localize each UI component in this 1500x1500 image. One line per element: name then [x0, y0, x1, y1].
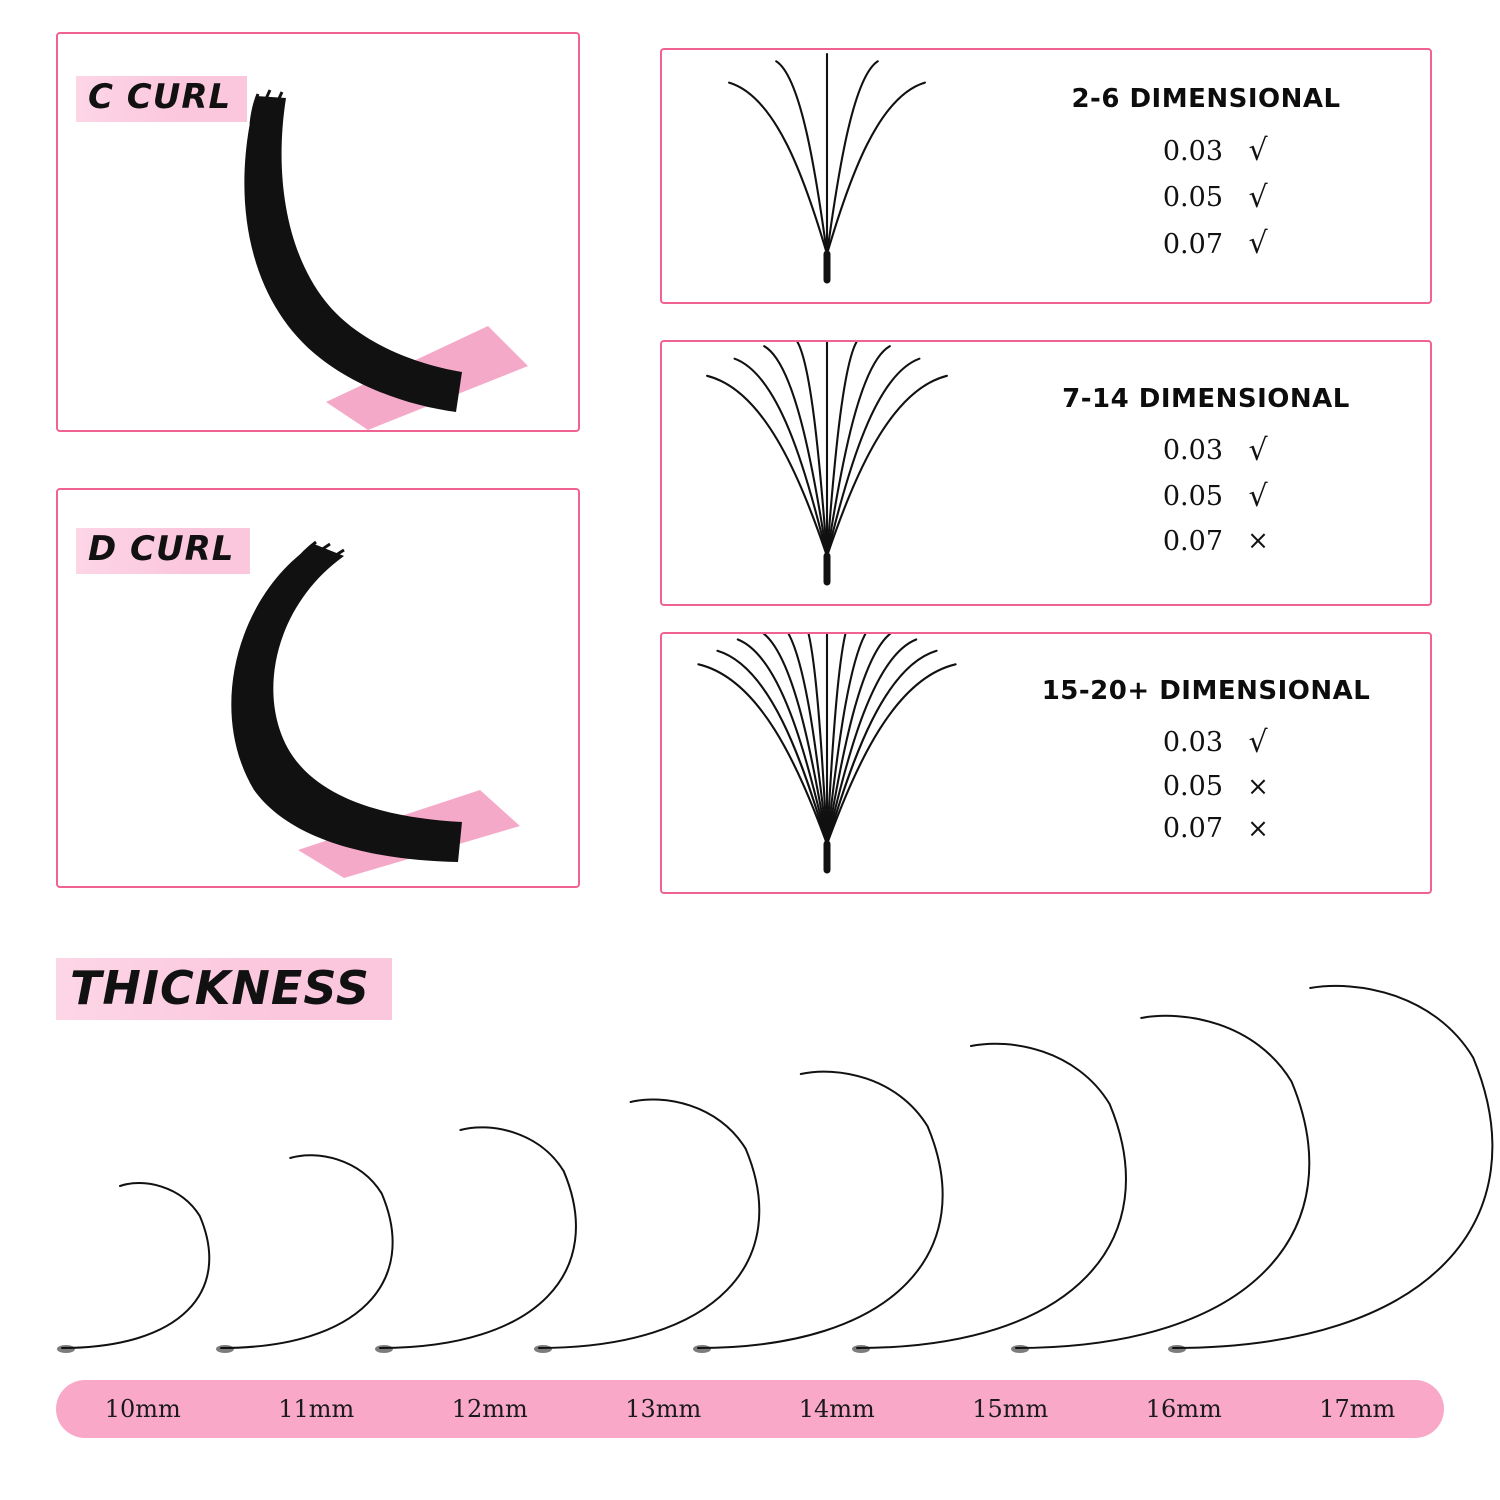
curl-panel-c — [56, 32, 580, 432]
availability-row — [1119, 474, 1293, 521]
availability-check-icon: √ — [1248, 226, 1268, 262]
dimension-info — [992, 84, 1430, 268]
curl-panel-d — [56, 488, 580, 888]
thickness-value: 0.05 — [1162, 481, 1223, 513]
availability-check-icon: √ — [1248, 133, 1268, 169]
dimension-title: 7-14 DIMENSIONAL — [1062, 383, 1350, 414]
availability-cross-icon: × — [1247, 526, 1269, 557]
thickness-value: 0.03 — [1162, 434, 1223, 466]
length-label: 11mm — [278, 1395, 355, 1423]
length-label: 10mm — [104, 1395, 181, 1423]
thickness-availability-list — [1119, 428, 1293, 563]
length-label: 12mm — [451, 1395, 528, 1423]
thickness-value: 0.03 — [1162, 135, 1223, 167]
length-scale-bar — [56, 1380, 1444, 1438]
thickness-value: 0.07 — [1162, 525, 1223, 557]
availability-check-icon: √ — [1248, 724, 1268, 760]
availability-row — [1119, 766, 1293, 808]
thickness-heading: THICKNESS — [56, 958, 392, 1020]
thickness-value: 0.05 — [1162, 771, 1223, 803]
availability-row — [1119, 221, 1293, 268]
dimension-panel-15-20 — [660, 632, 1432, 894]
lash-length-icon — [1155, 982, 1500, 1360]
availability-check-icon: √ — [1248, 179, 1268, 215]
availability-row — [1119, 521, 1293, 563]
dimension-title: 15-20+ DIMENSIONAL — [1041, 675, 1371, 706]
length-label: 15mm — [972, 1395, 1049, 1423]
thickness-value: 0.03 — [1162, 727, 1223, 759]
availability-row — [1119, 808, 1293, 850]
length-label: 13mm — [625, 1395, 702, 1423]
availability-row — [1119, 128, 1293, 175]
availability-cross-icon: × — [1247, 814, 1269, 845]
thickness-value: 0.07 — [1162, 813, 1223, 845]
dimension-panel-7-14 — [660, 340, 1432, 606]
availability-row — [1119, 428, 1293, 475]
thickness-availability-list — [1119, 720, 1293, 850]
dimension-info — [992, 384, 1430, 563]
thickness-value: 0.05 — [1162, 182, 1223, 214]
thickness-value: 0.07 — [1162, 228, 1223, 260]
availability-check-icon: √ — [1248, 432, 1268, 468]
lash-fan-5-strand-icon — [662, 50, 992, 302]
availability-check-icon: √ — [1248, 479, 1268, 515]
dimension-panel-2-6 — [660, 48, 1432, 304]
length-label: 14mm — [798, 1395, 875, 1423]
curl-label-d: D CURL — [76, 528, 250, 574]
length-label: 17mm — [1319, 1395, 1396, 1423]
thickness-availability-list — [1119, 128, 1293, 268]
lash-length-row — [0, 990, 1500, 1360]
length-label: 16mm — [1145, 1395, 1222, 1423]
curl-label-c: C CURL — [76, 76, 247, 122]
availability-cross-icon: × — [1247, 772, 1269, 803]
availability-row — [1119, 175, 1293, 222]
availability-row — [1119, 720, 1293, 767]
dimension-title: 2-6 DIMENSIONAL — [1071, 84, 1341, 115]
lash-fan-9-strand-icon — [662, 342, 992, 604]
dimension-info — [992, 676, 1430, 850]
thickness-section — [0, 930, 1500, 1500]
lash-fan-13-strand-icon — [662, 634, 992, 892]
